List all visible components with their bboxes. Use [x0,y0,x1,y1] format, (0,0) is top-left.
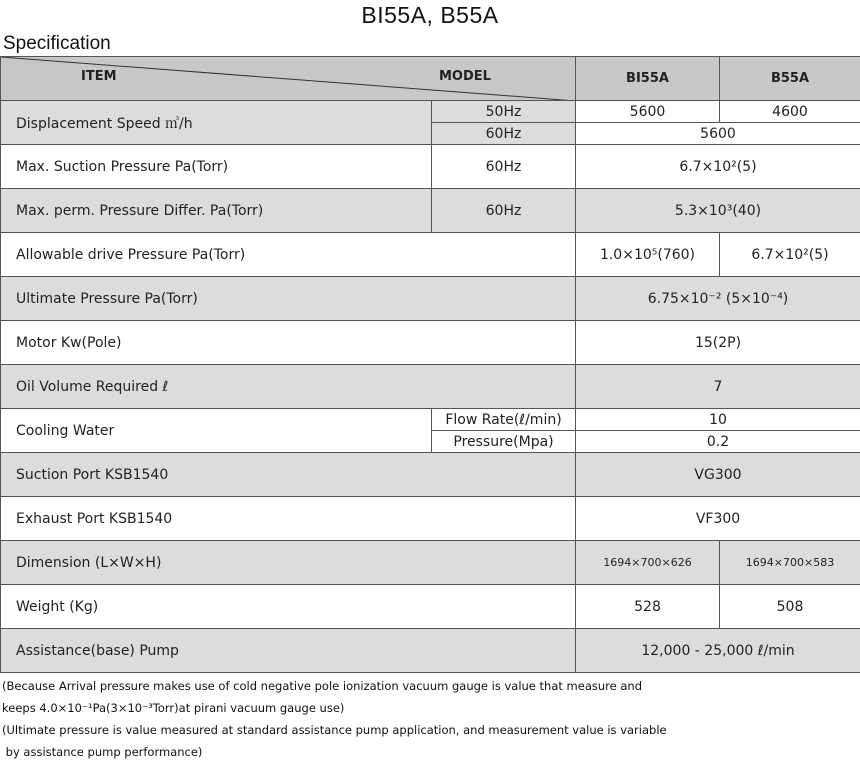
table-row [1,541,860,585]
row-label-motor: Motor Kw(Pole) [1,321,576,365]
spec-table [0,56,860,673]
row-label-max-perm: Max. perm. Pressure Differ. Pa(Torr) [1,189,432,233]
row-label-ultimate: Ultimate Pressure Pa(Torr) [1,277,576,321]
footnote-line: (Because Arrival pressure makes use of cold negative pole ionization vacuum gauge is value that measure and [2,675,667,697]
table-row [1,277,860,321]
table-row [1,497,860,541]
row-label-max-suction: Max. Suction Pressure Pa(Torr) [1,145,432,189]
cond-pressure: Pressure(Mpa) [432,431,576,453]
cond-flow-rate: Flow Rate(ℓ/min) [432,409,576,431]
row-label-assistance: Assistance(base) Pump [1,629,576,673]
footnotes [2,675,667,763]
value-b-dimension: 1694×700×583 [720,541,860,585]
value-assistance: 12,000 - 25,000 ℓ/min [576,629,860,673]
row-label-weight: Weight (Kg) [1,585,576,629]
header-item: ITEM [81,69,117,84]
header-model-a: BI55A [576,57,720,101]
value-a-weight: 528 [576,585,720,629]
value-motor: 15(2P) [576,321,860,365]
row-label-suction-port: Suction Port KSB1540 [1,453,576,497]
cond-60hz: 60Hz [432,123,576,145]
value-pressure: 0.2 [576,431,860,453]
row-label-oil: Oil Volume Required ℓ [1,365,576,409]
header-model-b: B55A [720,57,860,101]
value-b-allowable: 6.7×10²(5) [720,233,860,277]
value-a-allowable: 1.0×10⁵(760) [576,233,720,277]
value-exhaust-port: VF300 [576,497,860,541]
value-a-50hz: 5600 [576,101,720,123]
cond-max-perm: 60Hz [432,189,576,233]
value-flow-rate: 10 [576,409,860,431]
value-b-50hz: 4600 [720,101,860,123]
row-label-cooling: Cooling Water [1,409,432,453]
section-title: Specification [3,33,111,55]
value-max-perm: 5.3×10³(40) [576,189,860,233]
row-label-exhaust-port: Exhaust Port KSB1540 [1,497,576,541]
row-label-dimension: Dimension (L×W×H) [1,541,576,585]
footnote-line: keeps 4.0×10⁻¹Pa(3×10⁻³Torr)at pirani vacuum gauge use) [2,697,667,719]
page-title: BI55A, B55A [0,2,860,29]
table-row [1,409,860,431]
table-row [1,233,860,277]
table-row [1,585,860,629]
value-suction-port: VG300 [576,453,860,497]
table-header-row [1,57,860,101]
value-oil: 7 [576,365,860,409]
table-row [1,189,860,233]
table-row [1,101,860,123]
cond-50hz: 50Hz [432,101,576,123]
value-b-weight: 508 [720,585,860,629]
row-label-allowable: Allowable drive Pressure Pa(Torr) [1,233,576,277]
row-label-displacement: Displacement Speed ㎥/h [1,101,432,145]
table-row [1,453,860,497]
table-row [1,365,860,409]
footnote-line: (Ultimate pressure is value measured at standard assistance pump application, and measurement value is variable [2,719,667,741]
value-max-suction: 6.7×10²(5) [576,145,860,189]
table-row [1,629,860,673]
value-60hz: 5600 [576,123,860,145]
header-model: MODEL [439,69,491,84]
value-ultimate: 6.75×10⁻² (5×10⁻⁴) [576,277,860,321]
value-a-dimension: 1694×700×626 [576,541,720,585]
cond-max-suction: 60Hz [432,145,576,189]
item-model-header [1,57,576,101]
footnote-line: by assistance pump performance) [2,741,667,763]
table-row [1,145,860,189]
table-row [1,321,860,365]
